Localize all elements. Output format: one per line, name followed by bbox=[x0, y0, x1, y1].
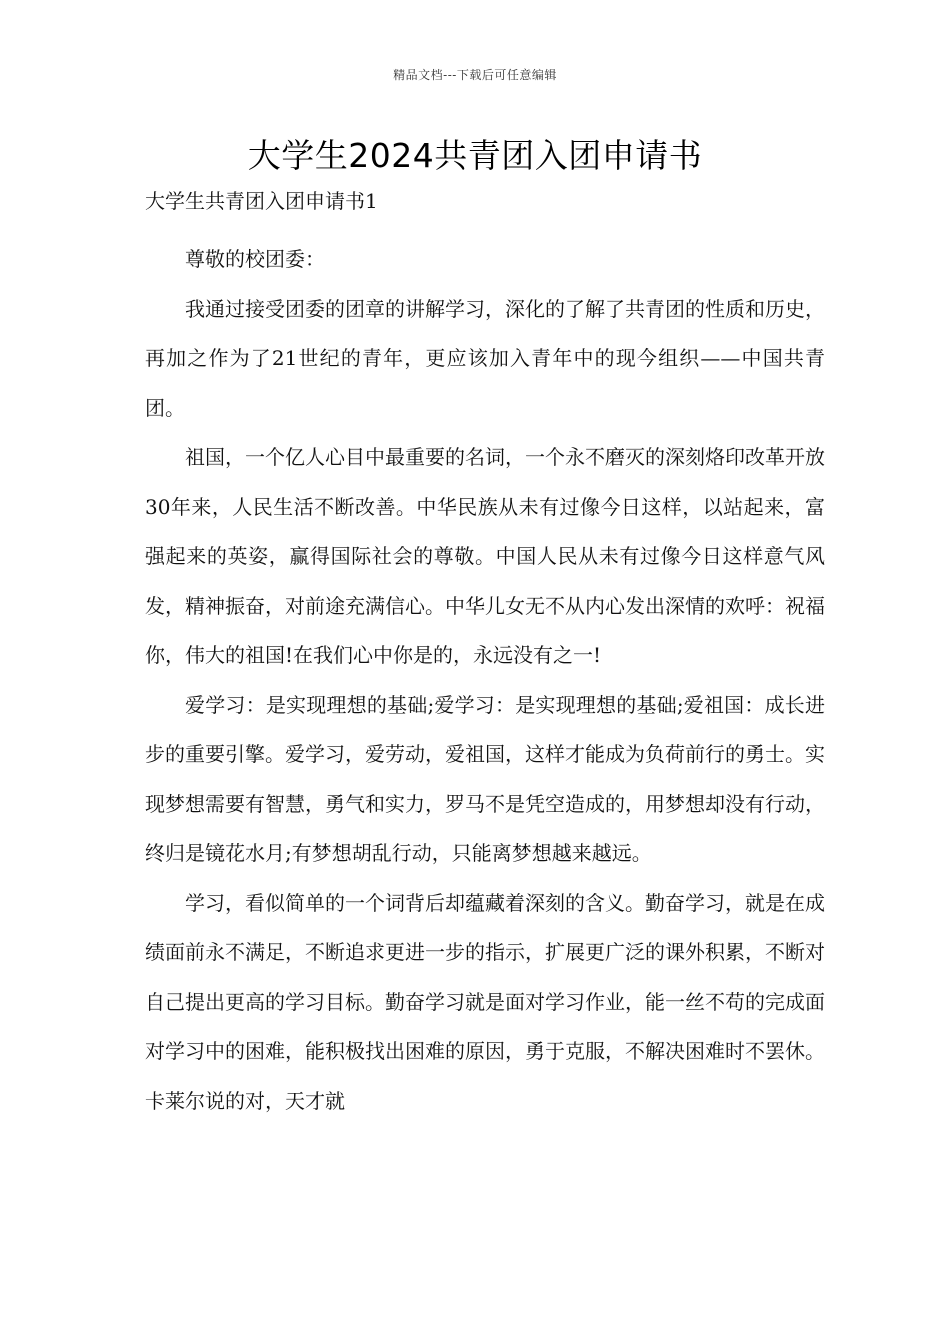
paragraph-1: 我通过接受团委的团章的讲解学习，深化的了解了共青团的性质和历史，再加之作为了21世纪的青年，更应该加入青年中的现今组织——中国共青团。 bbox=[145, 296, 825, 420]
paragraph-4: 学习，看似简单的一个词背后却蕴藏着深刻的含义。勤奋学习，就是在成绩面前永不满足，不断追求更进一步的指示，扩展更广泛的课外积累，不断对自己提出更高的学习目标。勤奋学习就是面对学习作业，能一丝不苟的完成面对学习中的困难，能积极找出困难的原因，勇于克服，不解决困难时不罢休。卡莱尔说的对，天才就 bbox=[145, 890, 825, 1113]
salutation: 尊敬的校团委： bbox=[185, 247, 325, 271]
paragraph-2: 祖国，一个亿人心目中最重要的名词，一个永不磨灭的深刻烙印改革开放30年来，人民生活不断改善。中华民族从未有过像今日这样，以站起来，富强起来的英姿，赢得国际社会的尊敬。中国人民从未有过像今日这样意气风发，精神振奋，对前途充满信心。中华儿女无不从内心发出深情的欢呼：祝福你，伟大的祖国!在我们心中你是的，永远没有之一! bbox=[145, 445, 825, 667]
document-title: 大学生2024共青团入团申请书 bbox=[247, 136, 703, 175]
document-body bbox=[145, 184, 825, 1126]
header-note: 精品文档---下载后可任意编辑 bbox=[393, 68, 557, 82]
document-subtitle: 大学生共青团入团申请书1 bbox=[145, 189, 378, 213]
paragraph-3: 爱学习：是实现理想的基础;爱学习：是实现理想的基础;爱祖国：成长进步的重要引擎。爱学习，爱劳动，爱祖国，这样才能成为负荷前行的勇士。实现梦想需要有智慧，勇气和实力，罗马不是凭空造成的，用梦想却没有行动，终归是镜花水月;有梦想胡乱行动，只能离梦想越来越远。 bbox=[145, 692, 825, 865]
